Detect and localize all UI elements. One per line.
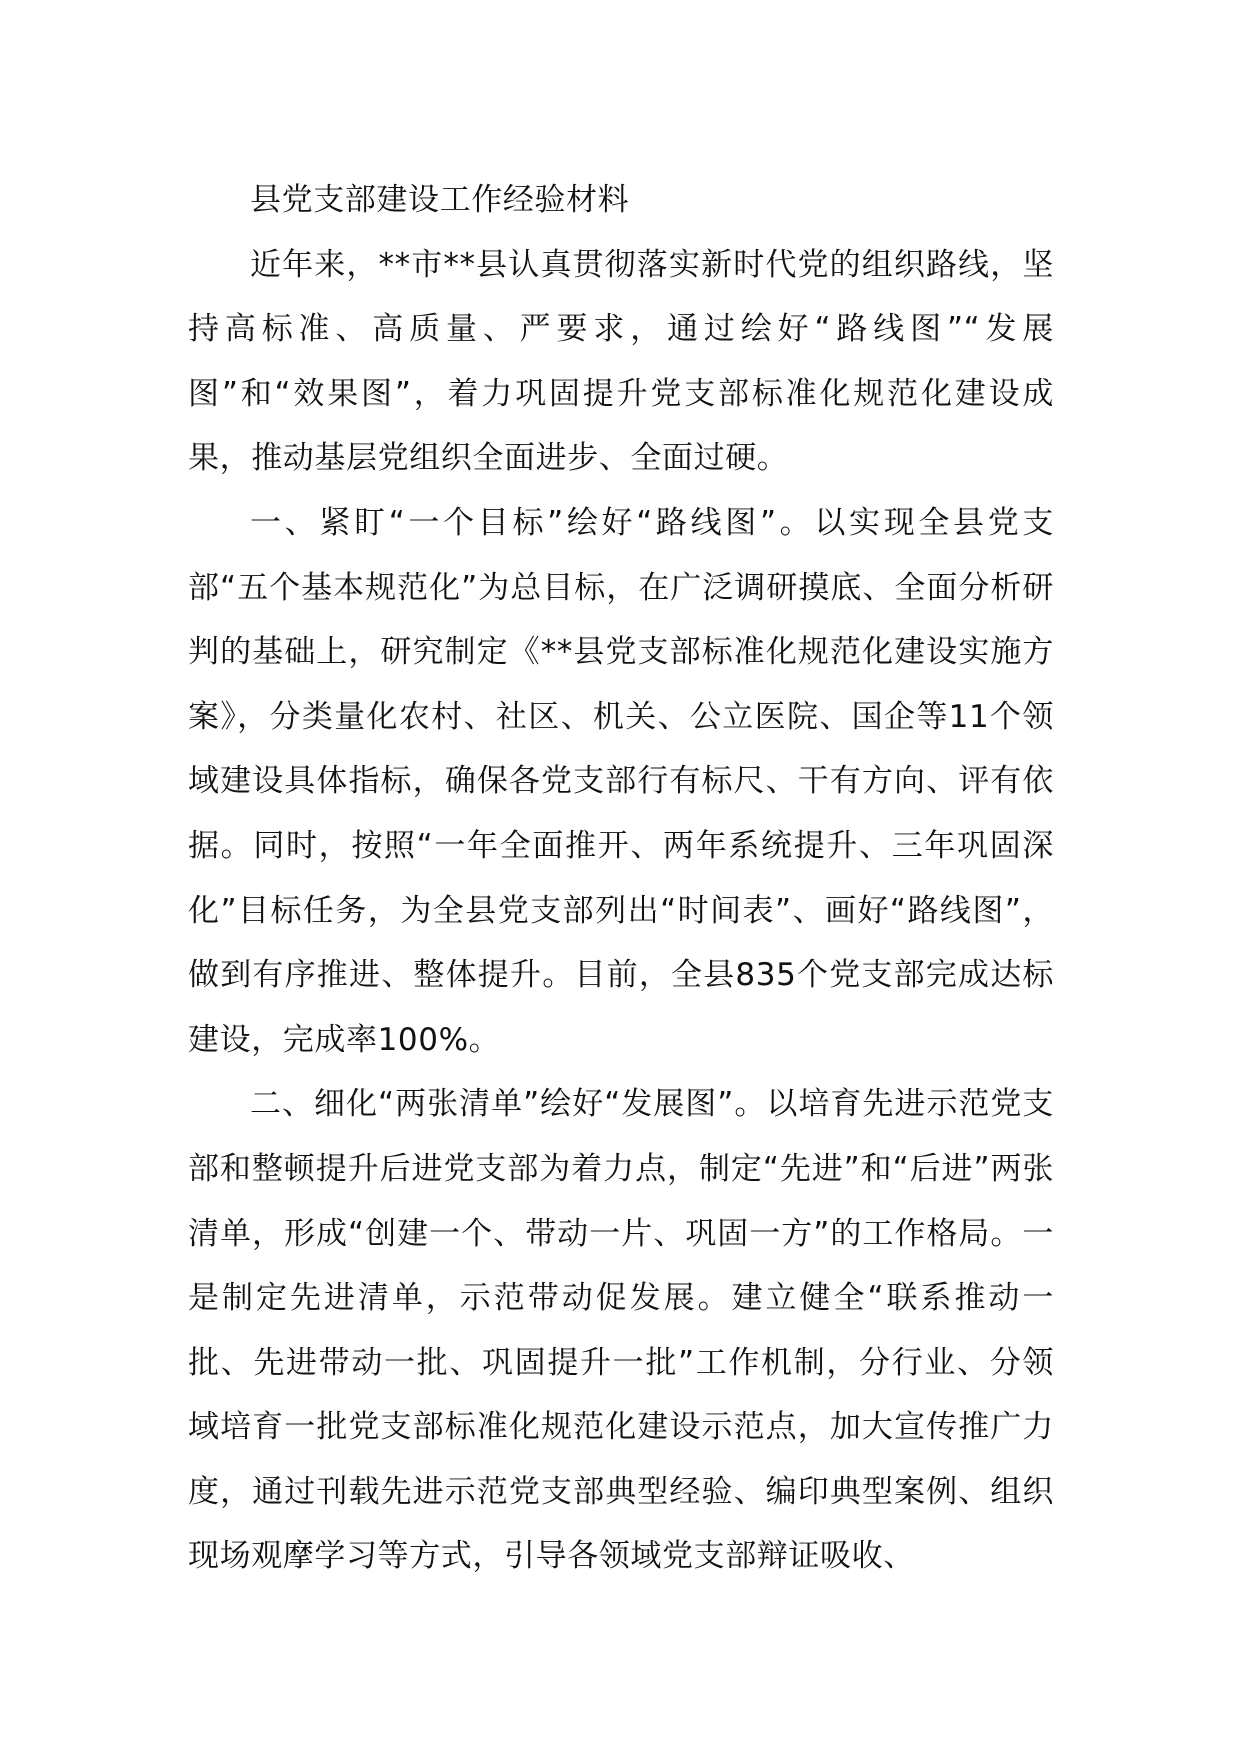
document-body bbox=[188, 168, 1054, 1589]
paragraph-section-2: 二、细化“两张清单”绘好“发展图”。以培育先进示范党支部和整顿提升后进党支部为着力点，制定“先进”和“后进”两张清单，形成“创建一个、带动一片、巩固一方”的工作格局。一是制定先进清单，示范带动促发展。建立健全“联系推动一批、先进带动一批、巩固提升一批”工作机制，分行业、分领域培育一批党支部标准化规范化建设示范点，加大宣传推广力度，通过刊载先进示范党支部典型经验、编印典型案例、组织现场观摩学习等方式，引导各领域党支部辩证吸收、 bbox=[188, 1086, 1054, 1575]
paragraph-intro: 近年来，**市**县认真贯彻落实新时代党的组织路线，坚持高标准、高质量、严要求，通过绘好“路线图”“发展图”和“效果图”，着力巩固提升党支部标准化规范化建设成果，推动基层党组织全面进步、全面过硬。 bbox=[188, 246, 1054, 477]
paragraph-section-1: 一、紧盯“一个目标”绘好“路线图”。以实现全县党支部“五个基本规范化”为总目标，在广泛调研摸底、全面分析研判的基础上，研究制定《**县党支部标准化规范化建设实施方案》，分类量化农村、社区、机关、公立医院、国企等11个领域建设具体指标，确保各党支部行有标尺、干有方向、评有依据。同时，按照“一年全面推开、两年系统提升、三年巩固深化”目标任务，为全县党支部列出“时间表”、画好“路线图”，做到有序推进、整体提升。目前，全县835个党支部完成达标建设，完成率100%。 bbox=[188, 504, 1054, 1058]
document-title: 县党支部建设工作经验材料 bbox=[250, 182, 630, 218]
